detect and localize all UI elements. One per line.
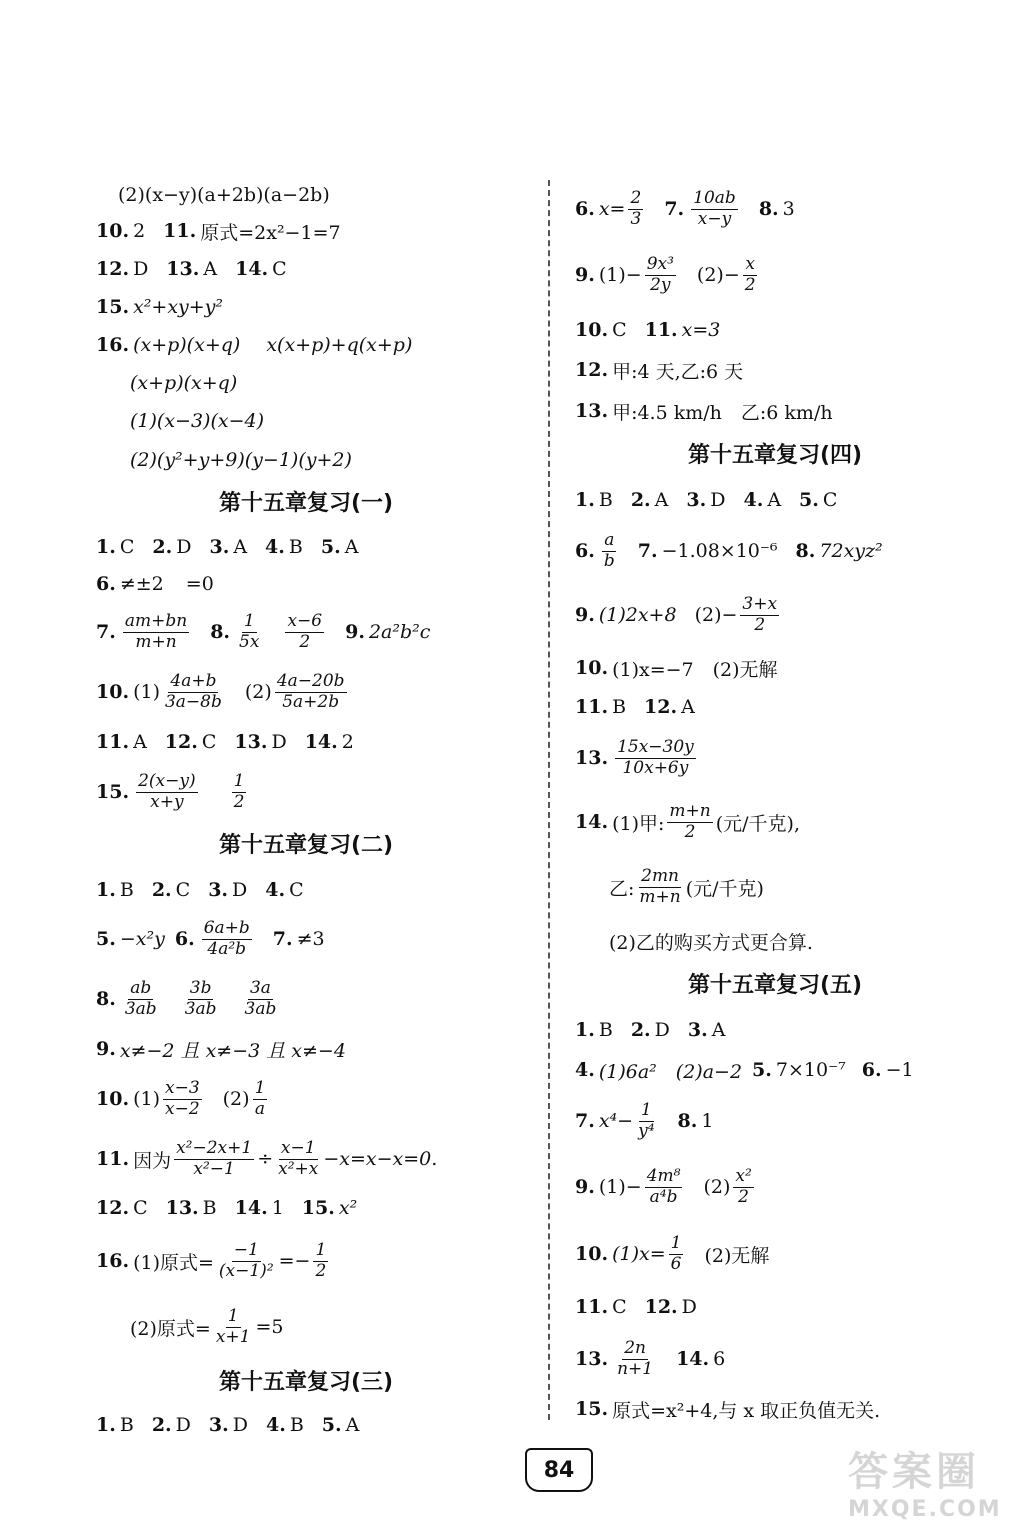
answer-line: 11. 因为 $\frac{\text{x²−2x+1}}{\text{x²−1}}$ ÷ $\frac{x-1}{\text{x²+x}}$ −x=x−x=0.: [96, 1137, 438, 1179]
watermark-url: MXQE.COM: [848, 1497, 1002, 1522]
answer-line: 10. (1) $\frac{4a+b}{3a-8b}$ (2) $\frac{4a-20b}{5a+2b}$: [96, 670, 345, 712]
answer-line: 12. D 13. A 14. C: [96, 258, 287, 280]
fraction: $\frac{x-3}{x-2}$: [164, 1077, 200, 1119]
answer-line: 15. $\frac{2(x-y)}{x+y}$ $\frac{1}{2}$: [96, 770, 245, 812]
fraction: $\frac{10ab}{x-y}$: [693, 187, 736, 229]
section-heading: 第十五章复习(五): [687, 973, 863, 998]
answer-line: 9. (1)− $\frac{\text{4m⁸}}{\text{a⁴b}}$ (2) $\frac{\text{x²}}{2}$: [575, 1165, 752, 1207]
answer-line: (x+p)(x+q): [130, 372, 238, 394]
fraction: $\frac{1}{2}$: [233, 770, 245, 812]
answer-line: 13. $\frac{15x-30y}{10x+6y}$: [575, 736, 694, 778]
section-heading: 第十五章复习(三): [218, 1370, 394, 1395]
fraction: $\frac{\text{4m⁸}}{\text{a⁴b}}$: [646, 1165, 681, 1207]
fraction: $\frac{1}{5x}$: [239, 610, 260, 652]
watermark-logo: [848, 1440, 1018, 1530]
fraction: $\frac{-1}{\text{(x−1)²}}$: [218, 1239, 274, 1281]
fraction: $\frac{am+bn}{m+n}$: [124, 610, 188, 652]
answer-line: 7. $\frac{am+bn}{m+n}$ 8. $\frac{1}{5x}$ $\frac{x-6}{2}$ 9. 2a²b²c: [96, 610, 431, 652]
answer-line: 13. 甲:4.5 km/h 乙:6 km/h: [575, 400, 833, 424]
answer-line: 6. x= $\frac{2}{3}$ 7. $\frac{10ab}{x-y}$ 8. 3: [575, 187, 795, 229]
fraction: $\frac{1}{a}$: [254, 1077, 266, 1119]
answer-line: 12. C 13. B 14. 1 15. x²: [96, 1197, 358, 1219]
fraction: $\frac{3a}{3ab}$: [244, 977, 277, 1019]
answer-line: 6. $\frac{a}{b}$ 7. −1.08×10⁻⁶ 8. 72xyz²: [575, 529, 883, 571]
answer-line: 9. x≠−2 且 x≠−3 且 x≠−4: [96, 1038, 346, 1062]
fraction: $\frac{\text{x²}}{2}$: [735, 1165, 752, 1207]
fraction: $\frac{3+x}{2}$: [742, 593, 778, 635]
answer-line: (2)(y²+y+9)(y−1)(y+2): [130, 449, 352, 471]
answer-line: 15. x²+xy+y²: [96, 296, 224, 318]
fraction: $\frac{2}{3}$: [630, 187, 642, 229]
fraction: $\frac{1}{2}$: [315, 1239, 327, 1281]
fraction: $\frac{1}{6}$: [670, 1232, 682, 1274]
fraction: $\frac{2mn}{m+n}$: [639, 865, 681, 907]
answer-line: 10. (1)x=−7 (2)无解: [575, 657, 778, 681]
answer-line: 13. $\frac{2n}{n+1}$ 14. 6: [575, 1337, 726, 1379]
answer-line: 10. 2 11. 原式=2x²−1=7: [96, 220, 341, 244]
fraction: $\frac{x-6}{2}$: [287, 610, 323, 652]
answer-line: 1. B 2. D 3. A: [575, 1019, 726, 1041]
answer-line: 10. C 11. x=3: [575, 319, 721, 341]
answer-line: 11. A 12. C 13. D 14. 2: [96, 731, 354, 753]
section-heading: 第十五章复习(二): [218, 833, 394, 858]
answer-line: 4. (1)6a² (2)a−2 5. 7×10⁻⁷ 6. −1: [575, 1059, 914, 1083]
answer-line: 11. C 12. D: [575, 1296, 697, 1318]
fraction: $\frac{15x-30y}{10x+6y}$: [617, 736, 694, 778]
answer-line: 5. −x²y 6. $\frac{6a+b}{\text{4a²b}}$ 7. ≠3: [96, 917, 325, 959]
column-divider: [548, 180, 550, 1420]
answer-line: 14. (1)甲: $\frac{m+n}{2}$ (元/千克),: [575, 800, 800, 842]
answer-line: 10. (1) $\frac{x-3}{x-2}$ (2) $\frac{1}{a}$: [96, 1077, 266, 1119]
fraction: $\frac{1}{\text{y⁴}}$: [638, 1099, 655, 1141]
answer-line: 16. (x+p)(x+q) x(x+p)+q(x+p): [96, 334, 413, 356]
fraction: $\frac{2n}{n+1}$: [617, 1337, 654, 1379]
watermark-text: 答案圈: [848, 1449, 980, 1495]
answer-line: 10. (1)x= $\frac{1}{6}$ (2)无解: [575, 1232, 770, 1274]
answer-line: 12. 甲:4 天,乙:6 天: [575, 359, 744, 383]
answer-line: 11. B 12. A: [575, 696, 695, 718]
fraction: $\frac{x-1}{\text{x²+x}}$: [278, 1137, 319, 1179]
fraction: $\frac{4a+b}{3a-8b}$: [164, 670, 222, 712]
answer-line: 7. x⁴− $\frac{1}{\text{y⁴}}$ 8. 1: [575, 1099, 714, 1141]
fraction: $\frac{m+n}{2}$: [669, 800, 711, 842]
left-column: [96, 178, 516, 1444]
answer-line: 1. B 2. C 3. D 4. C: [96, 879, 304, 901]
answer-line: 15. 原式=x²+4,与 x 取正负值无关.: [575, 1398, 881, 1422]
answer-line: 1. B 2. A 3. D 4. A 5. C: [575, 489, 838, 511]
answer-line: 9. (1)− $\frac{\text{9x³}}{2y}$ (2)− $\frac{x}{2}$: [575, 253, 756, 295]
fraction: $\frac{3b}{3ab}$: [184, 977, 217, 1019]
answer-line: (2)(x−y)(a+2b)(a−2b): [118, 184, 330, 206]
fraction: $\frac{4a-20b}{5a+2b}$: [276, 670, 345, 712]
answer-line: 6. ≠±2 =0: [96, 573, 214, 595]
fraction: $\frac{\text{x²−2x+1}}{\text{x²−1}}$: [176, 1137, 253, 1179]
section-heading: 第十五章复习(一): [218, 491, 394, 516]
answer-line: (1)(x−3)(x−4): [130, 410, 265, 432]
answer-line: 9. (1)2x+8 (2)− $\frac{3+x}{2}$: [575, 593, 778, 635]
answer-line: 乙: $\frac{2mn}{m+n}$ (元/千克): [609, 865, 764, 907]
answer-line: 1. B 2. D 3. D 4. B 5. A: [96, 1414, 360, 1436]
answer-line: (2)原式= $\frac{1}{x+1}$ =5: [130, 1305, 284, 1347]
answer-line: 16. (1)原式= $\frac{-1}{\text{(x−1)²}}$ =− $\frac{1}{2}$: [96, 1239, 327, 1281]
section-heading: 第十五章复习(四): [687, 443, 863, 468]
fraction: $\frac{\text{9x³}}{2y}$: [646, 253, 674, 295]
right-column: [575, 178, 975, 1428]
fraction: $\frac{6a+b}{\text{4a²b}}$: [203, 917, 250, 959]
fraction: $\frac{1}{x+1}$: [215, 1305, 251, 1347]
fraction: $\frac{x}{2}$: [744, 253, 756, 295]
answer-line: (2)乙的购买方式更合算.: [609, 931, 813, 954]
fraction: $\frac{2(x-y)}{x+y}$: [138, 770, 196, 812]
fraction: $\frac{ab}{3ab}$: [124, 977, 157, 1019]
page-number: 84: [525, 1448, 593, 1492]
fraction: $\frac{a}{b}$: [603, 529, 615, 571]
answer-line: 8. $\frac{ab}{3ab}$ $\frac{3b}{3ab}$ $\frac{3a}{3ab}$: [96, 977, 277, 1019]
answer-line: 1. C 2. D 3. A 4. B 5. A: [96, 536, 359, 558]
